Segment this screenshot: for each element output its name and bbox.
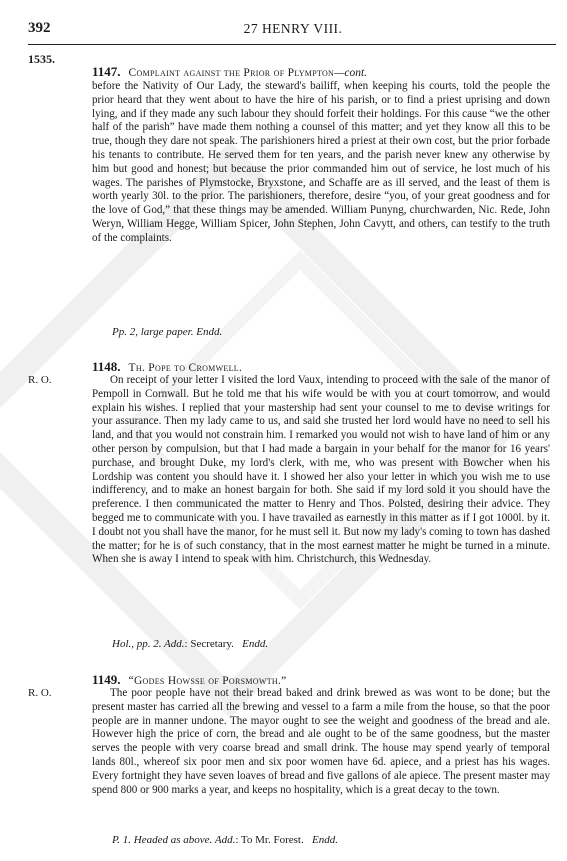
footnote-endorsed: Endd. <box>242 638 269 650</box>
footnote-address: : Secretary. <box>184 638 234 650</box>
page-number: 392 <box>28 20 51 36</box>
entry-paragraph: On receipt of your letter I visited the lord Vaux, intending to proceed with the sale of the manor of Pempoll in Cornwall. But he told me that his wife would be with you at court tomorrow, and would explain his wishes. I replied that your mastership had sent your counsel to me to devise writings for your assurance. Then my lady came to us, and said she trusted her lord would have no need to sell his land, and that you would not constrain him. I remarked you would not wish to have land of him or any other person by compulsion, but that I had made a bargain in your behalf for the manor for 16 years' purchase, and brought Duke, my lord's clerk, with me, who was present with Bowcher when his Lordship was content you should have it. I showed her also your letter in which you wish me to use indifferency, and to make an honest bargain for both. She said if my lord sold it you should have the preference. I then communicated the matter to Henry and Thos. Polsted, desiring their advice. They begged me to communicate with you. I have travailed as earnestly in this matter as if I got 1000l. by it. I doubt not you shall have the manor, for he must sell it. But now my lady's coming to town has dashed the matter; for he is of such constancy, that in the most earnest matter he might be turned in a minute. When she is away I intend to speak with him. Christchurch, this Wednesday. <box>92 374 550 566</box>
entry-body-1147 <box>92 80 550 246</box>
entry-heading-1149 <box>92 672 287 688</box>
entry-heading-1147 <box>92 64 367 80</box>
year-marker: 1535. <box>28 52 55 66</box>
entry-number: 1149. <box>92 672 121 687</box>
entry-heading-1148 <box>92 359 242 375</box>
page-header <box>28 20 558 40</box>
entry-title: Th. Pope to Cromwell. <box>128 362 243 374</box>
entry-body-1148 <box>92 374 550 567</box>
header-rule <box>28 44 556 45</box>
footnote-address: : To Mr. Forest. <box>235 834 304 846</box>
source-marker: R. O. <box>28 687 52 699</box>
entry-body-1149 <box>92 687 550 797</box>
entry-title: “Godes Howsse of Porsmowth.” <box>128 675 287 687</box>
entry-paragraph: The poor people have not their bread baked and drink brewed as was wont to be done; but the present master has carried all the brewing and vessel to a farm a mile from the house, so that the poor people are in manner undone. The mayor ought to see the weight and goodness of the bread and ale. However high the price of corn, the bread and ale ought to be of the same goodness, but the master serves the people with very coarse bread and small drink. The house may spend yearly of temporal lands 80l., whereof six poor men and six poor women have 6d. apiece, and a priest has his wages. Every fortnight they have seven loaves of bread and five gallons of ale apiece. The present master may spend 800 or 900 marks a year, and keeps no hospitality, which is a great decay to the town. <box>92 687 550 796</box>
entry-footnote-1148 <box>112 638 268 650</box>
running-head: 27 HENRY VIII. <box>243 21 343 36</box>
entry-footnote-1149 <box>112 834 338 846</box>
footnote-italic: P. 1. Headed as above. Add. <box>112 834 236 846</box>
entry-number: 1147. <box>92 64 121 79</box>
entry-footnote-1147: Pp. 2, large paper. Endd. <box>112 326 223 338</box>
entry-paragraph: before the Nativity of Our Lady, the steward's bailiff, when keeping his courts, told the people the prior heard that they went about to have the hire of his parish, or to find a priest uprising and down lying, and if they made any such labour they should forfeit their holdings. For this cause “we the other half of the parish” have made them nothing a counsel of this matter; and yet they know all this to be true, though they dare not speak. The parishioners hired a priest at their own cost, but the prior forbade his tenants to contribute. He served them for ten years, and the parish never knew any otherwise by him but good and honest; but because the prior commanded him out of service, he lost much of his wages. The parishes of Plymstocke, Bryxstone, and Schaffe are as ill served, and the least of them is worth yearly 30l. to the prior. The parishioners, therefore, desire “you, of your great goodness and for the love of God,” that these things may be amended. William Punyng, churchwarden, Nic. Rede, John Weryn, William Hegge, William Spicer, John Stephen, John Cavytt, and others, can testify to the truth of the complaints. <box>92 80 550 244</box>
entry-number: 1148. <box>92 359 121 374</box>
footnote-italic: Hol., pp. 2. Add. <box>112 638 185 650</box>
entry-continued: —cont. <box>334 67 368 79</box>
footnote-endorsed: Endd. <box>311 834 338 846</box>
entry-title: Complaint against the Prior of Plympton <box>128 67 335 79</box>
source-marker: R. O. <box>28 374 52 386</box>
